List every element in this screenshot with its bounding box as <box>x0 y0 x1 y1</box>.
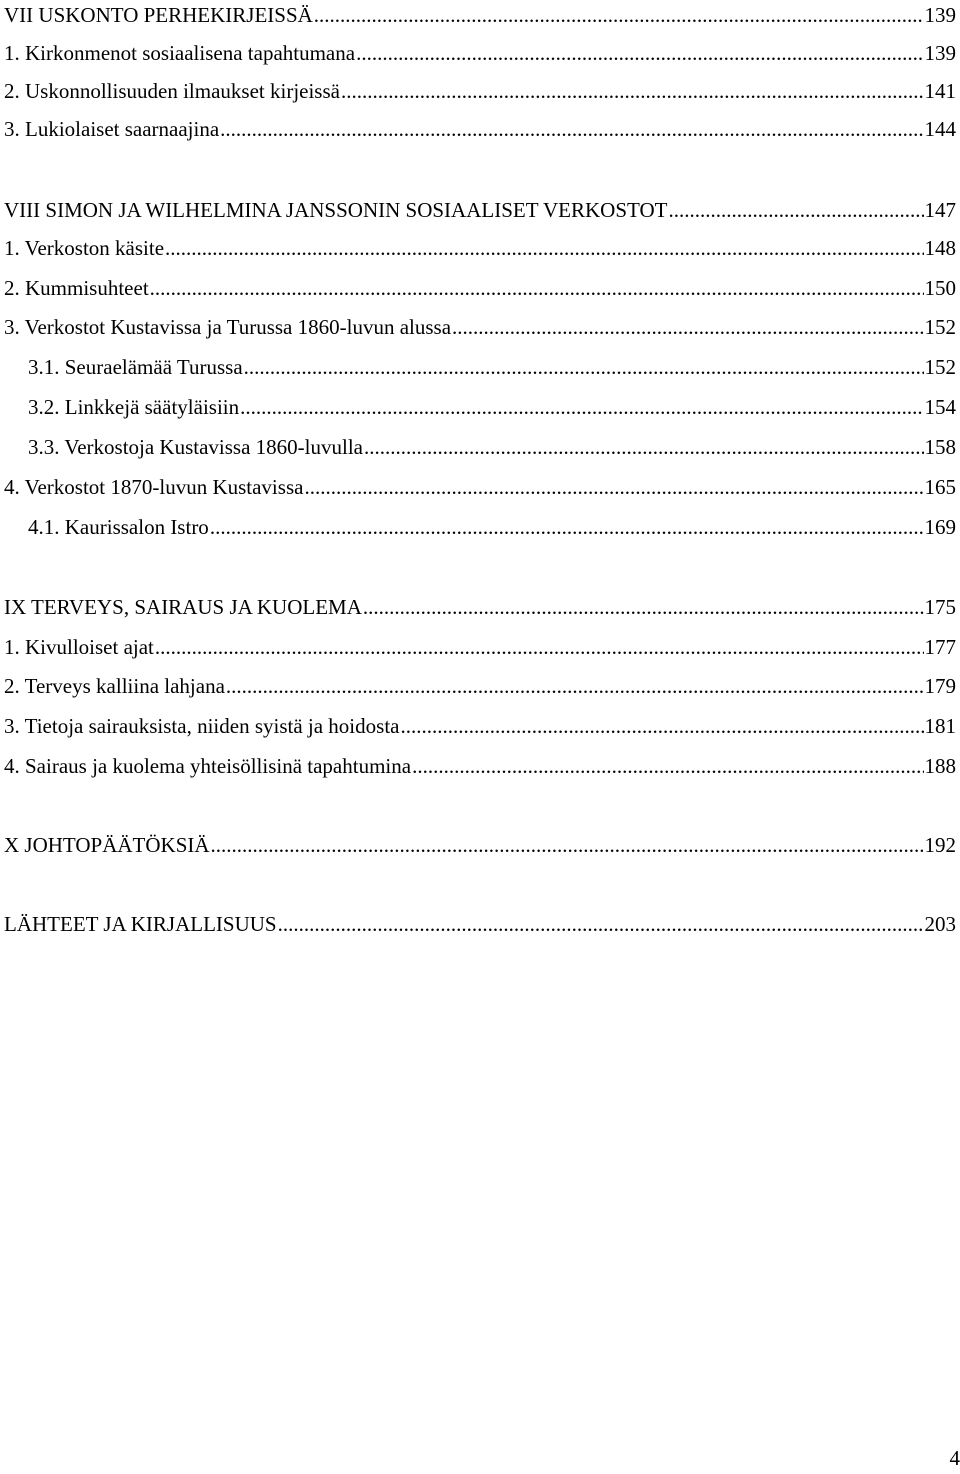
toc-entry-page: 165 <box>924 475 956 499</box>
dot-leader <box>165 233 923 263</box>
dot-leader <box>278 909 924 939</box>
toc-entry <box>4 909 956 939</box>
toc-entry <box>4 273 956 303</box>
dot-leader <box>400 711 923 741</box>
toc-entry-label: 2. Kummisuhteet <box>4 276 149 300</box>
toc-entry-page: 154 <box>924 395 956 419</box>
toc-entry-page: 177 <box>924 635 956 659</box>
toc-entry-label: 1. Kivulloiset ajat <box>4 635 154 659</box>
toc-entry-label: IX TERVEYS, SAIRAUS JA KUOLEMA <box>4 595 362 619</box>
toc-entry-label: 3.1. Seuraelämää Turussa <box>28 355 243 379</box>
toc-entry-page: 141 <box>924 79 956 103</box>
toc-entry-page: 152 <box>924 315 956 339</box>
toc-entry-page: 148 <box>924 236 956 260</box>
toc-entry <box>28 432 956 462</box>
toc-entry-label: 2. Uskonnollisuuden ilmaukset kirjeissä <box>4 79 340 103</box>
toc-entry <box>28 512 956 542</box>
toc-entry <box>4 751 956 781</box>
dot-leader <box>314 0 924 30</box>
toc-entry-label: 3.2. Linkkejä säätyläisiin <box>28 395 240 419</box>
toc-entry <box>4 38 956 68</box>
dot-leader <box>363 592 924 622</box>
toc-entry-page: 147 <box>924 198 956 222</box>
dot-leader <box>668 195 923 225</box>
dot-leader <box>211 830 924 860</box>
dot-leader <box>412 751 923 781</box>
toc-entry-label: 2. Terveys kalliina lahjana <box>4 674 225 698</box>
dot-leader <box>356 38 923 68</box>
toc-entry <box>4 632 956 662</box>
toc-entry <box>4 233 956 263</box>
dot-leader <box>304 472 923 502</box>
dot-leader <box>341 76 924 106</box>
dot-leader <box>364 432 924 462</box>
toc-entry-label: 4. Sairaus ja kuolema yhteisöllisinä tapahtumina <box>4 754 412 778</box>
toc-entry-label: LÄHTEET JA KIRJALLISUUS <box>4 912 277 936</box>
toc-entry-label: 3. Lukiolaiset saarnaajina <box>4 117 220 141</box>
dot-leader <box>210 512 924 542</box>
toc-entry-label: 3. Tietoja sairauksista, niiden syistä ja hoidosta <box>4 714 400 738</box>
dot-leader <box>150 273 924 303</box>
dot-leader <box>155 632 924 662</box>
toc-entry <box>28 352 956 382</box>
toc-entry <box>4 0 956 30</box>
toc-entry-label: 1. Kirkonmenot sosiaalisena tapahtumana <box>4 41 356 65</box>
toc-entry <box>4 830 956 860</box>
toc-entry <box>4 671 956 701</box>
toc-entry <box>4 195 956 225</box>
dot-leader <box>452 312 923 342</box>
toc-entry-page: 144 <box>924 117 956 141</box>
toc-entry <box>4 312 956 342</box>
toc-entry-page: 175 <box>924 595 956 619</box>
toc-entry-label: 4.1. Kaurissalon Istro <box>28 515 209 539</box>
dot-leader <box>240 392 923 422</box>
toc-entry-page: 139 <box>924 3 956 27</box>
dot-leader <box>220 114 923 144</box>
toc-entry <box>28 392 956 422</box>
toc-entry-page: 192 <box>924 833 956 857</box>
toc-entry-label: VIII SIMON JA WILHELMINA JANSSONIN SOSIAALISET VERKOSTOT <box>4 198 668 222</box>
toc-entry-page: 158 <box>924 435 956 459</box>
toc-entry-page: 150 <box>924 276 956 300</box>
toc-entry-label: X JOHTOPÄÄTÖKSIÄ <box>4 833 210 857</box>
toc-entry-label: 3.3. Verkostoja Kustavissa 1860-luvulla <box>28 435 363 459</box>
toc-entry-page: 139 <box>924 41 956 65</box>
toc-entry <box>4 114 956 144</box>
toc-entry-page: 169 <box>924 515 956 539</box>
toc-entry-page: 203 <box>924 912 956 936</box>
dot-leader <box>226 671 924 701</box>
toc-entry-label: VII USKONTO PERHEKIRJEISSÄ <box>4 3 313 27</box>
toc-entry <box>4 592 956 622</box>
toc-entry-page: 188 <box>924 754 956 778</box>
toc-entry-page: 181 <box>924 714 956 738</box>
toc-entry-page: 152 <box>924 355 956 379</box>
toc-entry-page: 179 <box>924 674 956 698</box>
page-number: 4 <box>949 1446 960 1470</box>
toc-entry-label: 4. Verkostot 1870-luvun Kustavissa <box>4 475 304 499</box>
toc-entry-label: 1. Verkoston käsite <box>4 236 165 260</box>
toc-entry-label: 3. Verkostot Kustavissa ja Turussa 1860-luvun alussa <box>4 315 452 339</box>
toc-entry <box>4 76 956 106</box>
dot-leader <box>244 352 924 382</box>
toc-entry <box>4 711 956 741</box>
toc-entry <box>4 472 956 502</box>
